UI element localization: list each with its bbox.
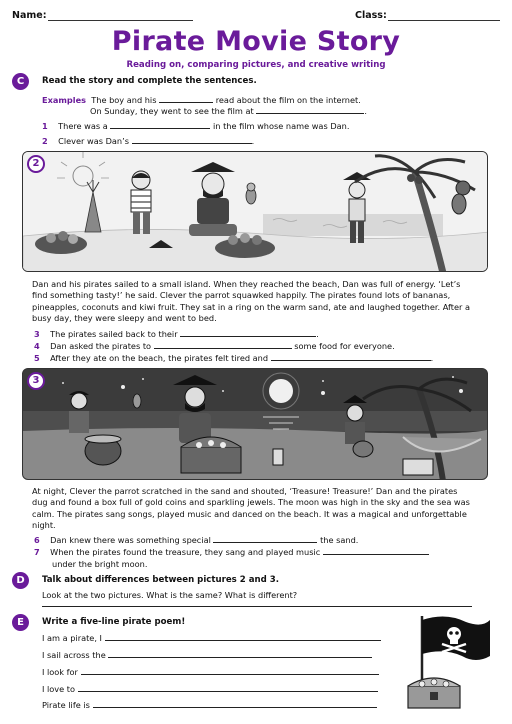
class-field[interactable] (388, 20, 500, 21)
example-line-1 (42, 95, 361, 105)
poem-line-4 (42, 684, 378, 694)
example2-text-a: On Sunday, they went to see the film at (90, 106, 254, 116)
item-text-a: Clever was Dan’s (58, 136, 129, 146)
item-1 (42, 121, 349, 131)
item-number: 1 (42, 121, 48, 131)
poem-prompt: I am a pirate, I (42, 633, 102, 643)
item-text-a: Dan knew there was something special (50, 535, 211, 545)
item-text-a: The pirates sailed back to their (50, 329, 178, 339)
example2-text-b: . (364, 106, 367, 116)
poem-prompt: I sail across the (42, 650, 106, 660)
poem-line-4-blank[interactable] (78, 684, 378, 692)
examples-label: Examples (42, 95, 87, 105)
page-title: Pirate Movie Story (111, 26, 401, 57)
example-line-2 (90, 106, 367, 116)
item-2-blank[interactable] (132, 136, 252, 144)
item-text-b: in the film whose name was Dan. (213, 121, 350, 131)
picture-3-night-treasure (22, 368, 488, 480)
night-treasure-illustration (23, 369, 488, 480)
pirate-flag-icon (404, 612, 496, 712)
section-c-instruction: Read the story and complete the sentences. (42, 76, 257, 86)
item-3-blank[interactable] (180, 329, 316, 337)
poem-line-1-blank[interactable] (105, 633, 381, 641)
item-6-blank[interactable] (213, 535, 317, 543)
item-7 (34, 547, 429, 557)
item-3 (34, 329, 319, 339)
poem-line-3 (42, 667, 379, 677)
section-d-instruction: Talk about differences between pictures 2 and 3. (42, 575, 280, 585)
item-5-blank[interactable] (271, 353, 431, 361)
story-paragraph-2: Dan and his pirates sailed to a small island. When they reached the beach, Dan was full of energy. ‘Let’s find something tasty!’ he said. Clever the parrot squawked happily. The pirates found lots of bananas, pineapples, coconuts and kiwi fruit. They sat in a ring on the warm sand, ate and laughed together. After a busy day, they were sleepy and went to bed. (32, 279, 470, 324)
item-6 (34, 535, 358, 545)
picture-2-beach-picnic (22, 151, 488, 272)
item-text-a: There was a (58, 121, 108, 131)
example1-text-a: The boy and his (91, 95, 157, 105)
item-1-blank[interactable] (110, 121, 210, 129)
item-number: 4 (34, 341, 40, 351)
picture-2-badge: 2 (27, 155, 45, 173)
poem-line-5-blank[interactable] (93, 700, 377, 708)
item-number: 2 (42, 136, 48, 146)
item-text-b: some food for everyone. (294, 341, 395, 351)
item-5 (34, 353, 433, 363)
example1-blank[interactable] (159, 95, 213, 103)
item-7-continued: under the bright moon. (52, 559, 148, 569)
example2-blank[interactable] (256, 106, 364, 114)
item-4-blank[interactable] (154, 341, 292, 349)
poem-prompt: I look for (42, 667, 78, 677)
beach-picnic-illustration (23, 152, 488, 272)
section-e-instruction: Write a five-line pirate poem! (42, 617, 186, 627)
item-4 (34, 341, 395, 351)
item-text-a: After they ate on the beach, the pirates felt tired and (50, 353, 269, 363)
name-label: Name: (12, 10, 47, 21)
item-text-a: When the pirates found the treasure, they sang and played music (50, 547, 321, 557)
item-text-b: . (251, 136, 255, 146)
item-text-b: the sand. (320, 535, 359, 545)
item-text-b: . (430, 353, 434, 363)
story-paragraph-3: At night, Clever the parrot scratched in the sand and shouted, ‘Treasure! Treasure!’ Dan and the pirates dug and found a box full of gold coins and sparkling jewels. The moon was high in the sky and the sea was calm. The pirates sang songs, played music and danced on the beach. It was a magical and unforgettable night. (32, 486, 470, 531)
header (12, 8, 500, 24)
name-field[interactable] (48, 20, 193, 21)
item-text-b: . (316, 329, 319, 339)
class-label: Class: (355, 10, 387, 21)
item-number: 7 (34, 547, 40, 557)
item-text-a: Dan asked the pirates to (50, 341, 152, 351)
item-number: 5 (34, 353, 40, 363)
poem-line-3-blank[interactable] (81, 667, 379, 675)
item-number: 6 (34, 535, 40, 545)
poem-line-1 (42, 633, 381, 643)
section-d-answer-line[interactable] (42, 606, 472, 607)
item-7-blank[interactable] (323, 547, 429, 555)
picture-3-badge: 3 (27, 372, 45, 390)
page-subtitle: Reading on, comparing pictures, and creative writing (126, 60, 386, 70)
item-2 (42, 136, 254, 146)
item-number: 3 (34, 329, 40, 339)
section-d-prompt: Look at the two pictures. What is the same? What is different? (42, 590, 298, 600)
section-e-badge: E (12, 614, 29, 631)
example1-text-b: read about the film on the internet. (215, 95, 361, 105)
section-c-badge: C (12, 73, 29, 90)
poem-prompt: Pirate life is (42, 700, 90, 710)
section-d-badge: D (12, 572, 29, 589)
poem-line-2 (42, 650, 372, 660)
poem-prompt: I love to (42, 684, 76, 694)
poem-line-5 (42, 700, 377, 710)
poem-line-2-blank[interactable] (108, 650, 372, 658)
